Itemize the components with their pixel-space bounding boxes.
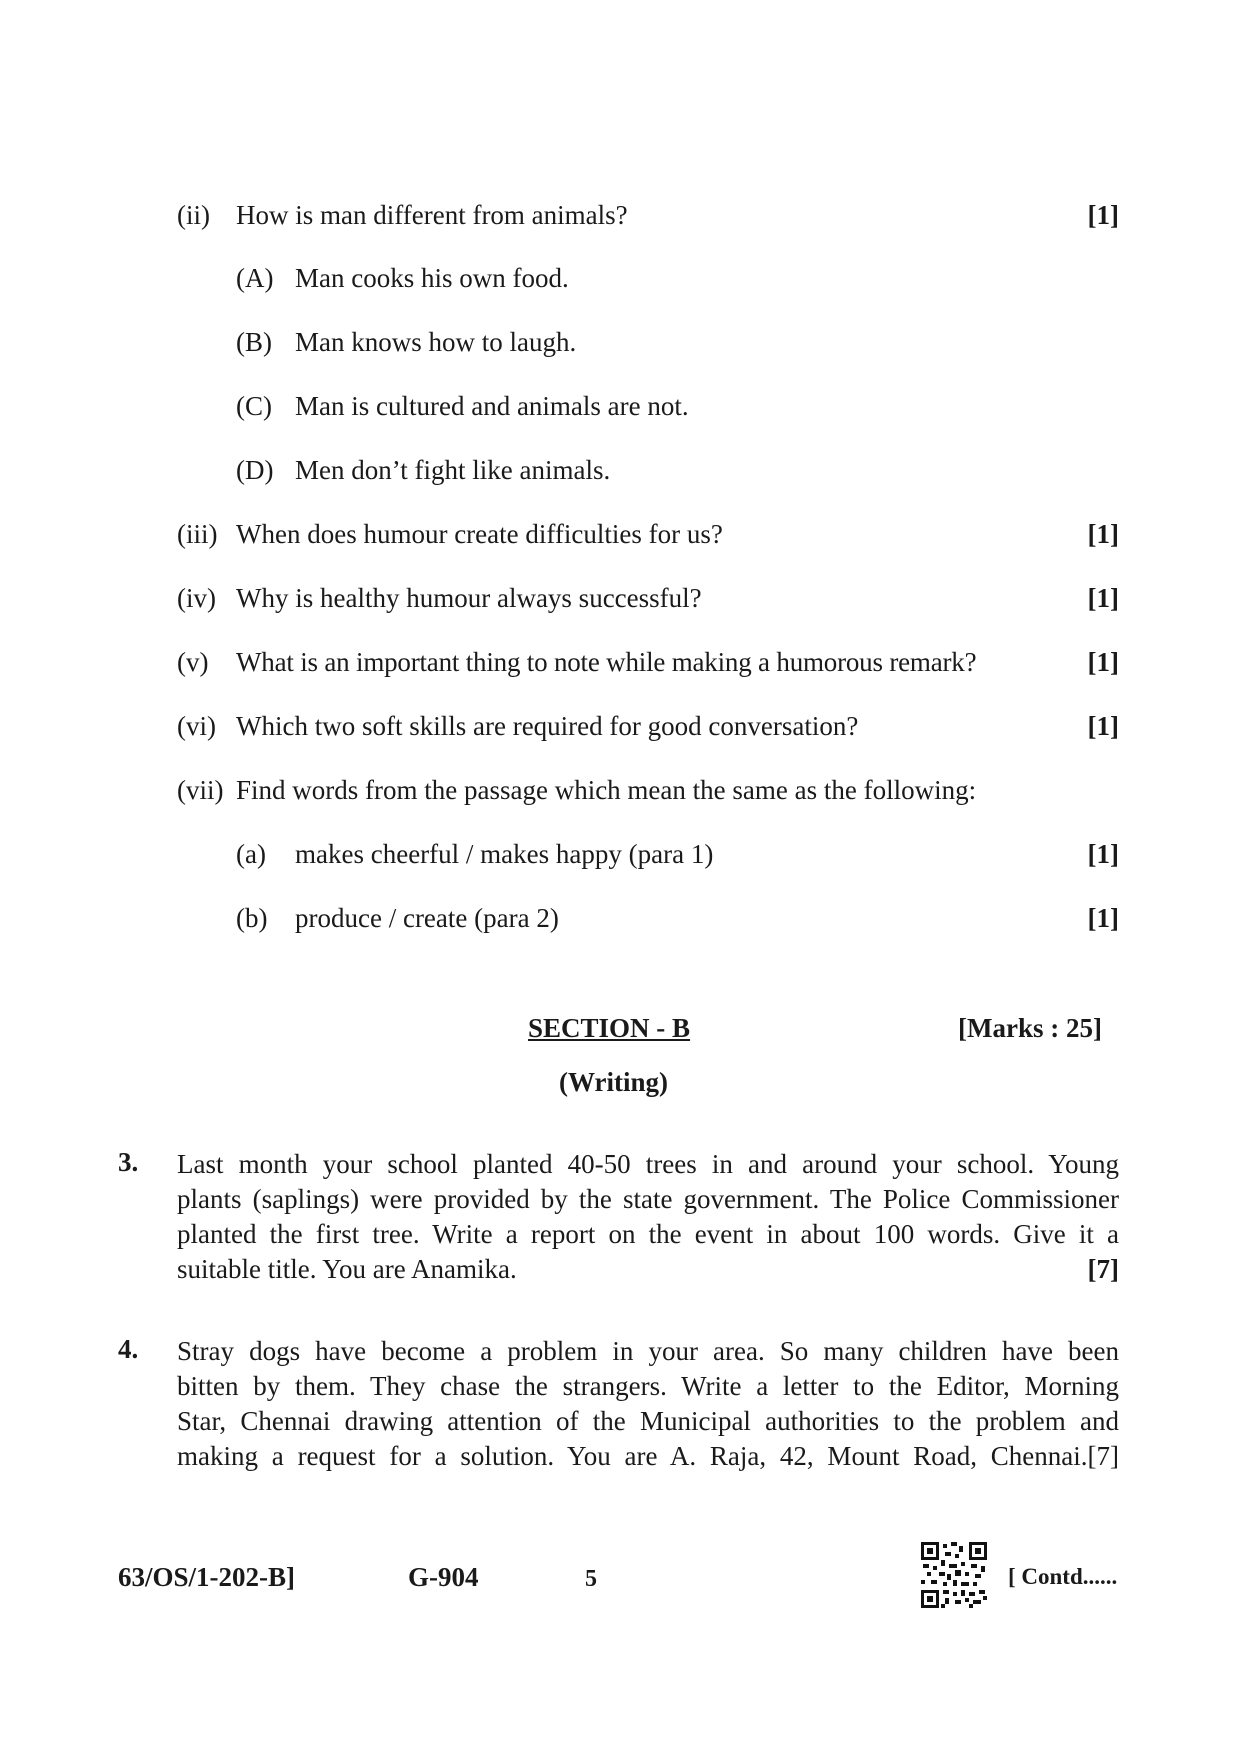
question-text: How is man different from animals? bbox=[236, 200, 628, 230]
question-number: (vi) bbox=[177, 711, 216, 741]
question-3-line: plants (saplings) were provided by the state government. The Police Commissioner bbox=[177, 1184, 1119, 1214]
question-mark: [1] bbox=[1087, 583, 1119, 613]
question-mark: [1] bbox=[1087, 647, 1119, 677]
series-code: G-904 bbox=[408, 1562, 479, 1592]
question-mark: [1] bbox=[1087, 200, 1119, 230]
sub-mark: [1] bbox=[1087, 903, 1119, 933]
option-text: Man knows how to laugh. bbox=[295, 327, 577, 357]
option-c bbox=[236, 391, 689, 422]
question-number: (v) bbox=[177, 647, 209, 677]
question-text: When does humour create difficulties for us? bbox=[236, 519, 723, 549]
option-d bbox=[236, 455, 611, 486]
question-4-text bbox=[177, 1334, 1119, 1474]
question-mark: [1] bbox=[1087, 711, 1119, 741]
option-b bbox=[236, 327, 577, 358]
sub-question-b bbox=[236, 903, 1119, 934]
question-3-line: suitable title. You are Anamika. bbox=[177, 1254, 517, 1284]
question-text: Why is healthy humour always successful? bbox=[236, 583, 702, 613]
option-label: (D) bbox=[236, 455, 274, 485]
question-4-number: 4. bbox=[118, 1334, 139, 1364]
question-3-line: planted the first tree. Write a report on the event in about 100 words. Give it a bbox=[177, 1219, 1119, 1249]
option-text: Man cooks his own food. bbox=[295, 263, 569, 293]
page-number: 5 bbox=[585, 1566, 597, 1592]
question-number: (iv) bbox=[177, 583, 216, 613]
question-4-line: making a request for a solution. You are A. Raja, 42, Mount Road, Chennai.[7] bbox=[177, 1441, 1119, 1471]
question-text: Which two soft skills are required for good conversation? bbox=[236, 711, 859, 741]
question-text: Find words from the passage which mean the same as the following: bbox=[236, 775, 977, 805]
option-label: (B) bbox=[236, 327, 272, 357]
question-mark: [1] bbox=[1087, 519, 1119, 549]
question-number: (vii) bbox=[177, 775, 224, 805]
question-number: (iii) bbox=[177, 519, 218, 549]
section-subtitle: (Writing) bbox=[559, 1067, 668, 1097]
question-4-line: bitten by them. They chase the strangers. Write a letter to the Editor, Morning bbox=[177, 1371, 1119, 1401]
question-number: (ii) bbox=[177, 200, 210, 230]
option-label: (C) bbox=[236, 391, 272, 421]
paper-code: 63/OS/1-202-B] bbox=[118, 1562, 296, 1592]
option-label: (A) bbox=[236, 263, 274, 293]
option-text: Man is cultured and animals are not. bbox=[295, 391, 689, 421]
question-4-line: Star, Chennai drawing attention of the Municipal authorities to the problem and bbox=[177, 1406, 1119, 1436]
question-3-number: 3. bbox=[118, 1147, 139, 1177]
question-text: What is an important thing to note while making a humorous remark? bbox=[236, 647, 977, 677]
question-3-line: Last month your school planted 40-50 trees in and around your school. Young bbox=[177, 1149, 1119, 1179]
section-title: SECTION - B bbox=[528, 1013, 691, 1043]
question-3-text bbox=[177, 1147, 1119, 1287]
sub-mark: [1] bbox=[1087, 839, 1119, 869]
sub-text: makes cheerful / makes happy (para 1) bbox=[295, 839, 714, 869]
qr-code-icon bbox=[921, 1542, 987, 1608]
question-4-line: Stray dogs have become a problem in your area. So many children have been bbox=[177, 1336, 1119, 1366]
sub-label: (b) bbox=[236, 903, 268, 933]
question-3-mark: [7] bbox=[1087, 1254, 1119, 1284]
option-text: Men don’t fight like animals. bbox=[295, 455, 611, 485]
continued-note: [ Contd...... bbox=[1008, 1564, 1118, 1589]
option-a bbox=[236, 263, 569, 294]
sub-question-a bbox=[236, 839, 1119, 870]
question-3-last-line bbox=[177, 1252, 1119, 1287]
section-marks: [Marks : 25] bbox=[958, 1013, 1102, 1043]
sub-text: produce / create (para 2) bbox=[295, 903, 559, 933]
sub-label: (a) bbox=[236, 839, 266, 869]
